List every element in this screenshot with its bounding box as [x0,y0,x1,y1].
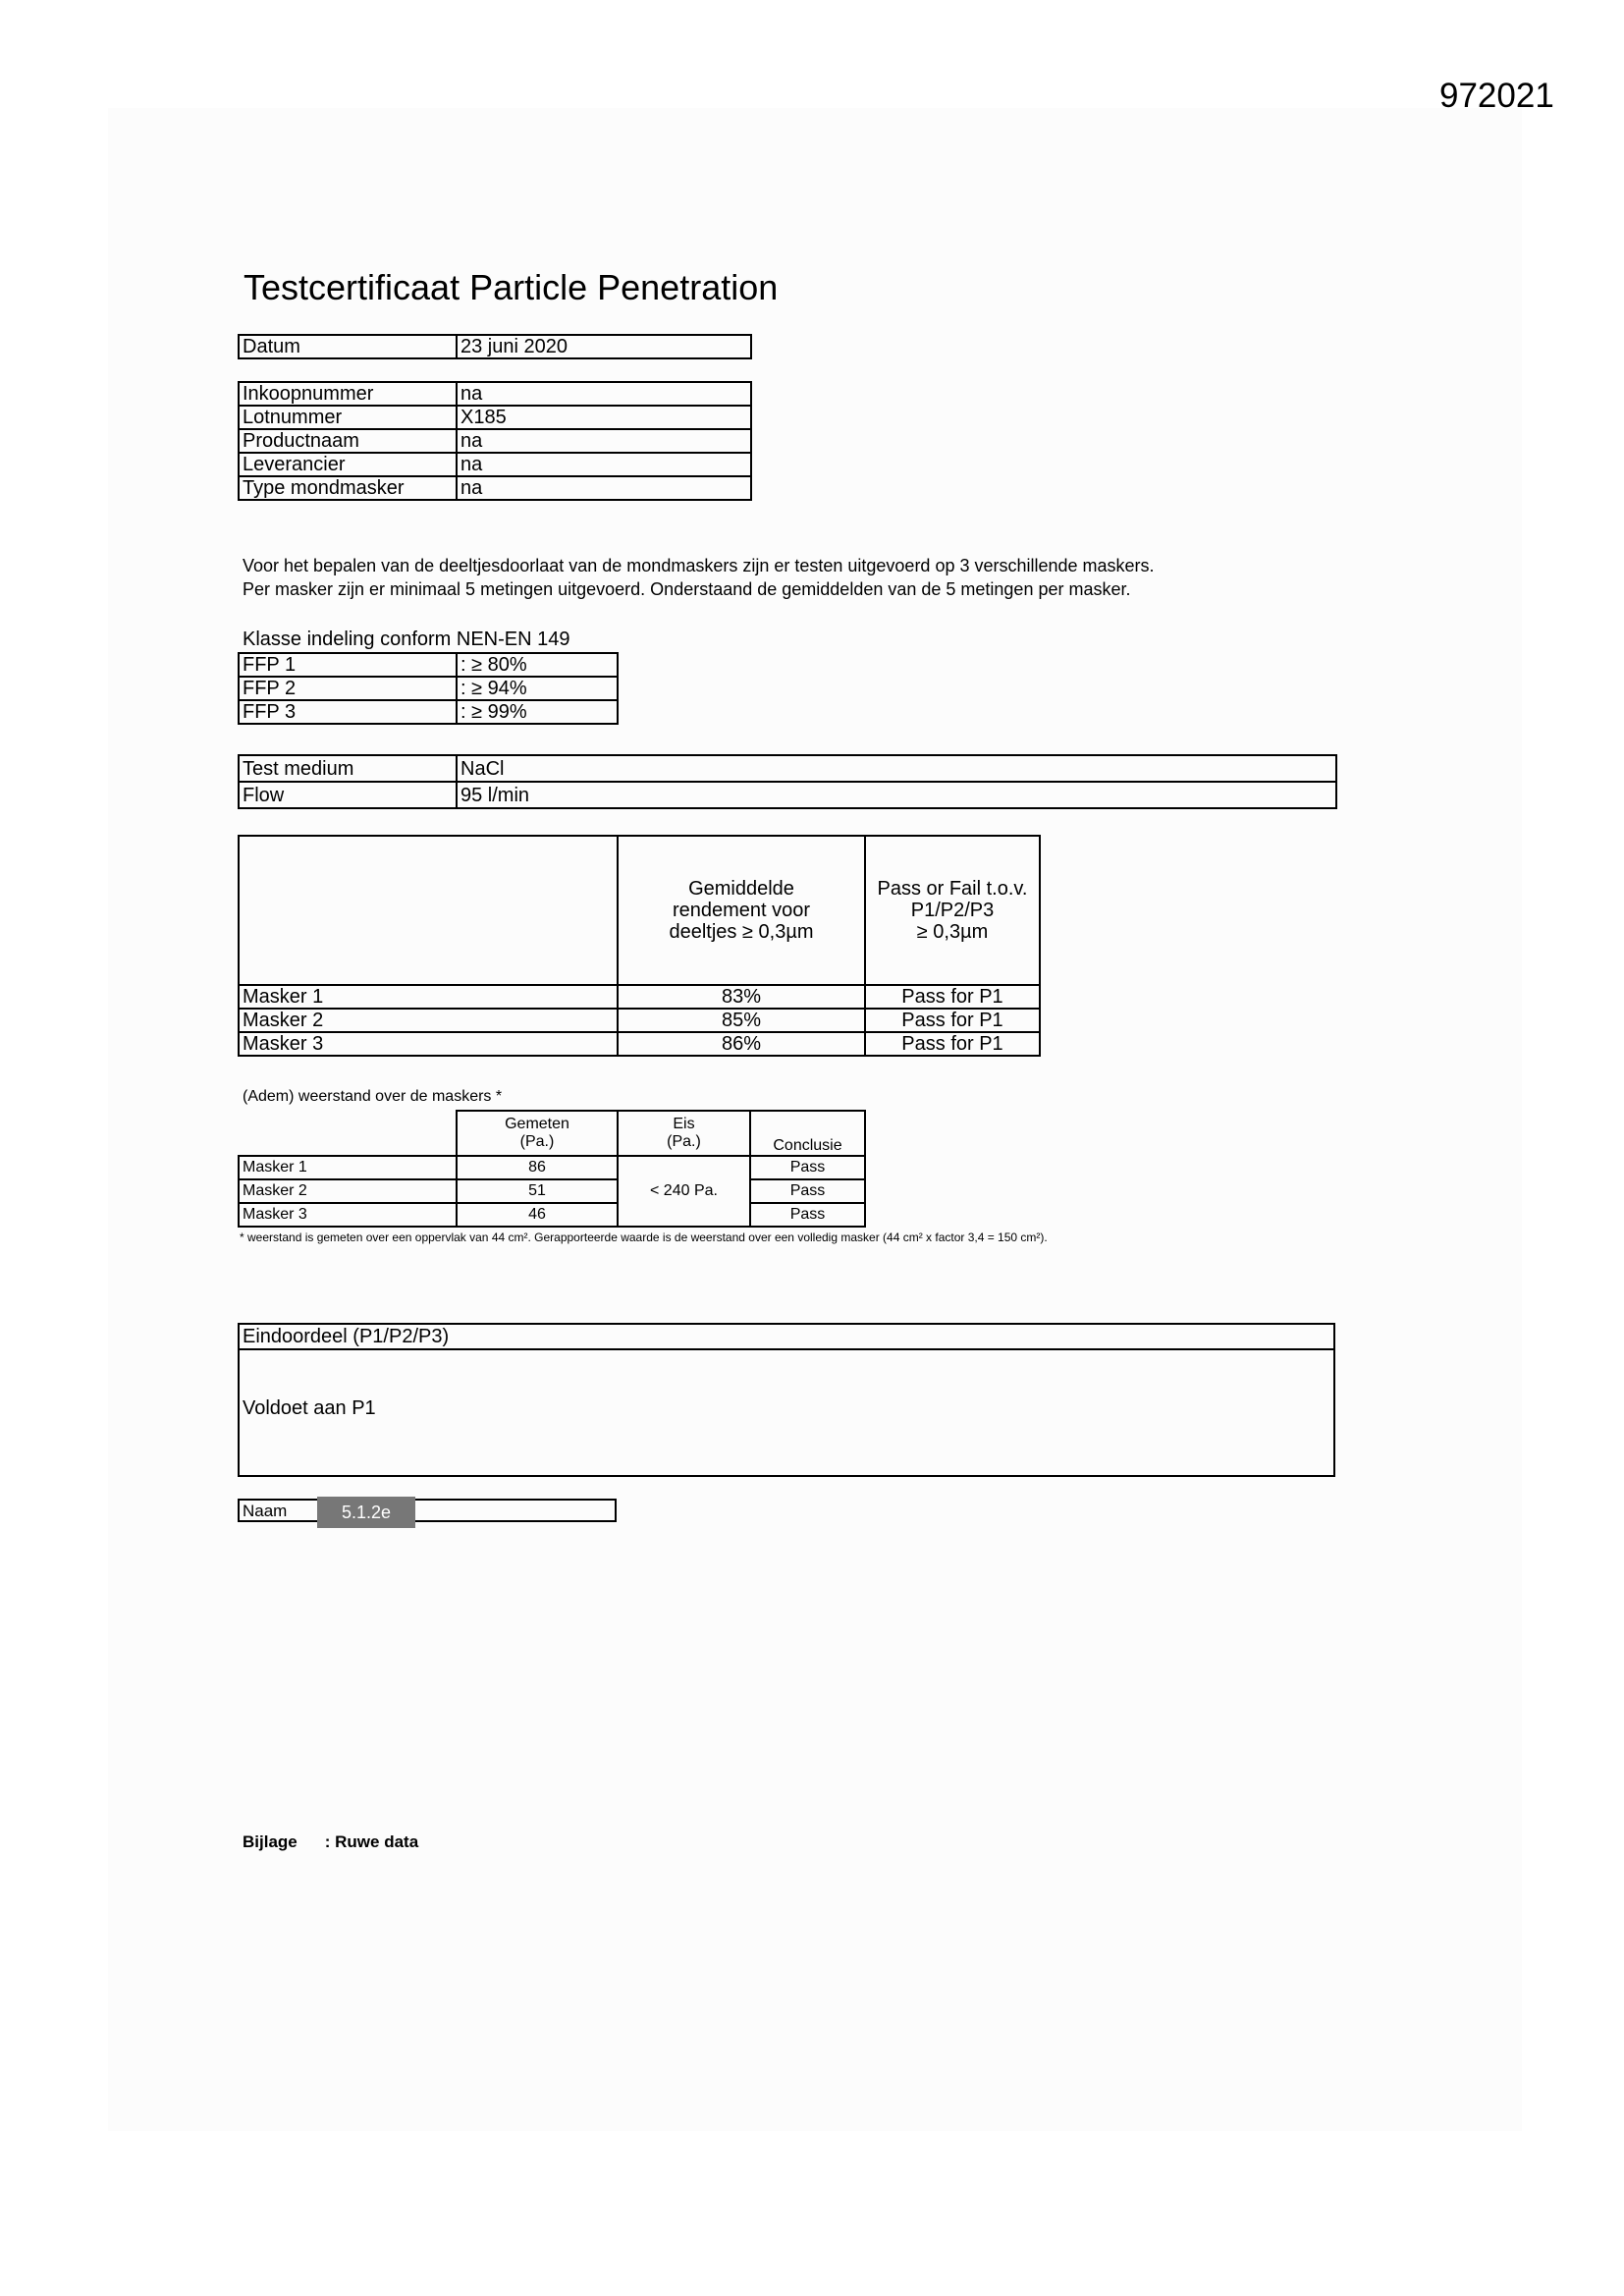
test-condition-label: Flow [239,782,457,808]
results-table [238,835,1041,1057]
weerstand-header-row [239,1111,865,1156]
test-conditions-table [238,754,1337,809]
eis-value: < 240 Pa. [618,1156,750,1227]
conclusie-value: Pass [750,1156,865,1179]
pass-fail-value: Pass for P1 [865,1009,1040,1032]
test-condition-value: 95 l/min [457,782,1336,808]
gemeten-value: 46 [457,1203,618,1227]
klasse-value: : ≥ 80% [457,653,618,677]
weerstand-row [239,1156,865,1179]
header-line: (Pa.) [667,1133,701,1150]
header-line: Gemeten [505,1116,569,1132]
header-line: Pass or Fail t.o.v. [877,878,1028,900]
weerstand-title: (Adem) weerstand over de maskers * [243,1088,503,1105]
product-info-value: na [457,429,751,453]
document-number: 972021 [1439,77,1554,115]
product-info-value: na [457,476,751,500]
product-info-label: Inkoopnummer [239,382,457,406]
eindoordeel-box [238,1323,1335,1477]
weerstand-header-empty [239,1111,457,1156]
rendement-value: 85% [618,1009,865,1032]
product-info-label: Lotnummer [239,406,457,429]
klasse-title: Klasse indeling conform NEN-EN 149 [243,629,570,650]
test-condition-row [239,782,1336,808]
datum-row [239,335,751,358]
product-info-label: Type mondmasker [239,476,457,500]
results-header-empty [239,836,618,985]
klasse-value: : ≥ 94% [457,677,618,700]
results-header-rendement [618,836,865,985]
datum-label: Datum [239,335,457,358]
product-info-value: na [457,382,751,406]
naam-field [238,1499,617,1522]
weerstand-header-eis [618,1111,750,1156]
test-condition-label: Test medium [239,755,457,782]
header-line: deeltjes ≥ 0,3µm [669,921,814,943]
rendement-value: 83% [618,985,865,1009]
klasse-value: : ≥ 99% [457,700,618,724]
klasse-row [239,677,618,700]
klasse-row [239,653,618,677]
header-line: (Pa.) [519,1133,555,1150]
product-info-row [239,476,751,500]
weerstand-header-conclusie: Conclusie [750,1111,865,1156]
pass-fail-value: Pass for P1 [865,985,1040,1009]
bijlage-line [243,1832,418,1852]
product-info-row [239,406,751,429]
header-line: rendement voor [672,900,811,921]
header-line: ≥ 0,3µm [916,921,989,943]
klasse-label: FFP 1 [239,653,457,677]
weerstand-header-gemeten [457,1111,618,1156]
masker-label: Masker 3 [239,1203,457,1227]
pass-fail-value: Pass for P1 [865,1032,1040,1056]
klasse-table [238,652,619,725]
datum-value: 23 juni 2020 [457,335,751,358]
page-title: Testcertificaat Particle Penetration [244,267,779,307]
header-line: P1/P2/P3 [910,900,995,921]
masker-label: Masker 1 [239,1156,457,1179]
klasse-label: FFP 2 [239,677,457,700]
results-row [239,985,1040,1009]
product-info-value: na [457,453,751,476]
intro-line: Per masker zijn er minimaal 5 metingen uitgevoerd. Onderstaand de gemiddelden van de 5 metingen per masker. [243,579,1131,599]
klasse-label: FFP 3 [239,700,457,724]
masker-label: Masker 2 [239,1009,618,1032]
weerstand-row [239,1179,865,1203]
eindoordeel-value: Voldoet aan P1 [243,1397,376,1419]
gemeten-value: 51 [457,1179,618,1203]
test-condition-value: NaCl [457,755,1336,782]
header-line: Gemiddelde [688,878,794,900]
test-condition-row [239,755,1336,782]
masker-label: Masker 2 [239,1179,457,1203]
results-header-row [239,836,1040,985]
rendement-value: 86% [618,1032,865,1056]
header-line: Eis [673,1116,695,1132]
product-info-value: X185 [457,406,751,429]
eindoordeel-label: Eindoordeel (P1/P2/P3) [240,1325,1333,1350]
product-info-label: Productnaam [239,429,457,453]
product-info-row [239,382,751,406]
bijlage-label: Bijlage [243,1832,298,1851]
gemeten-value: 86 [457,1156,618,1179]
redaction-box: 5.1.2e [317,1497,415,1528]
weerstand-footnote: * weerstand is gemeten over een oppervlak van 44 cm². Gerapporteerde waarde is de weerstand over een volledig masker (44 cm² x factor 3,4 = 150 cm²). [240,1230,1048,1244]
masker-label: Masker 3 [239,1032,618,1056]
weerstand-row [239,1203,865,1227]
product-info-table [238,381,752,501]
masker-label: Masker 1 [239,985,618,1009]
results-header-pass-fail [865,836,1040,985]
results-row [239,1009,1040,1032]
results-row [239,1032,1040,1056]
product-info-label: Leverancier [239,453,457,476]
weerstand-table [238,1110,866,1228]
product-info-row [239,453,751,476]
klasse-row [239,700,618,724]
conclusie-value: Pass [750,1203,865,1227]
bijlage-value: : Ruwe data [324,1832,419,1851]
datum-table [238,334,752,359]
intro-line: Voor het bepalen van de deeltjesdoorlaat van de mondmaskers zijn er testen uitgevoerd op 3 verschillende maskers. [243,556,1155,575]
naam-label: Naam [243,1502,288,1520]
product-info-row [239,429,751,453]
conclusie-value: Pass [750,1179,865,1203]
intro-paragraph [243,554,1155,601]
